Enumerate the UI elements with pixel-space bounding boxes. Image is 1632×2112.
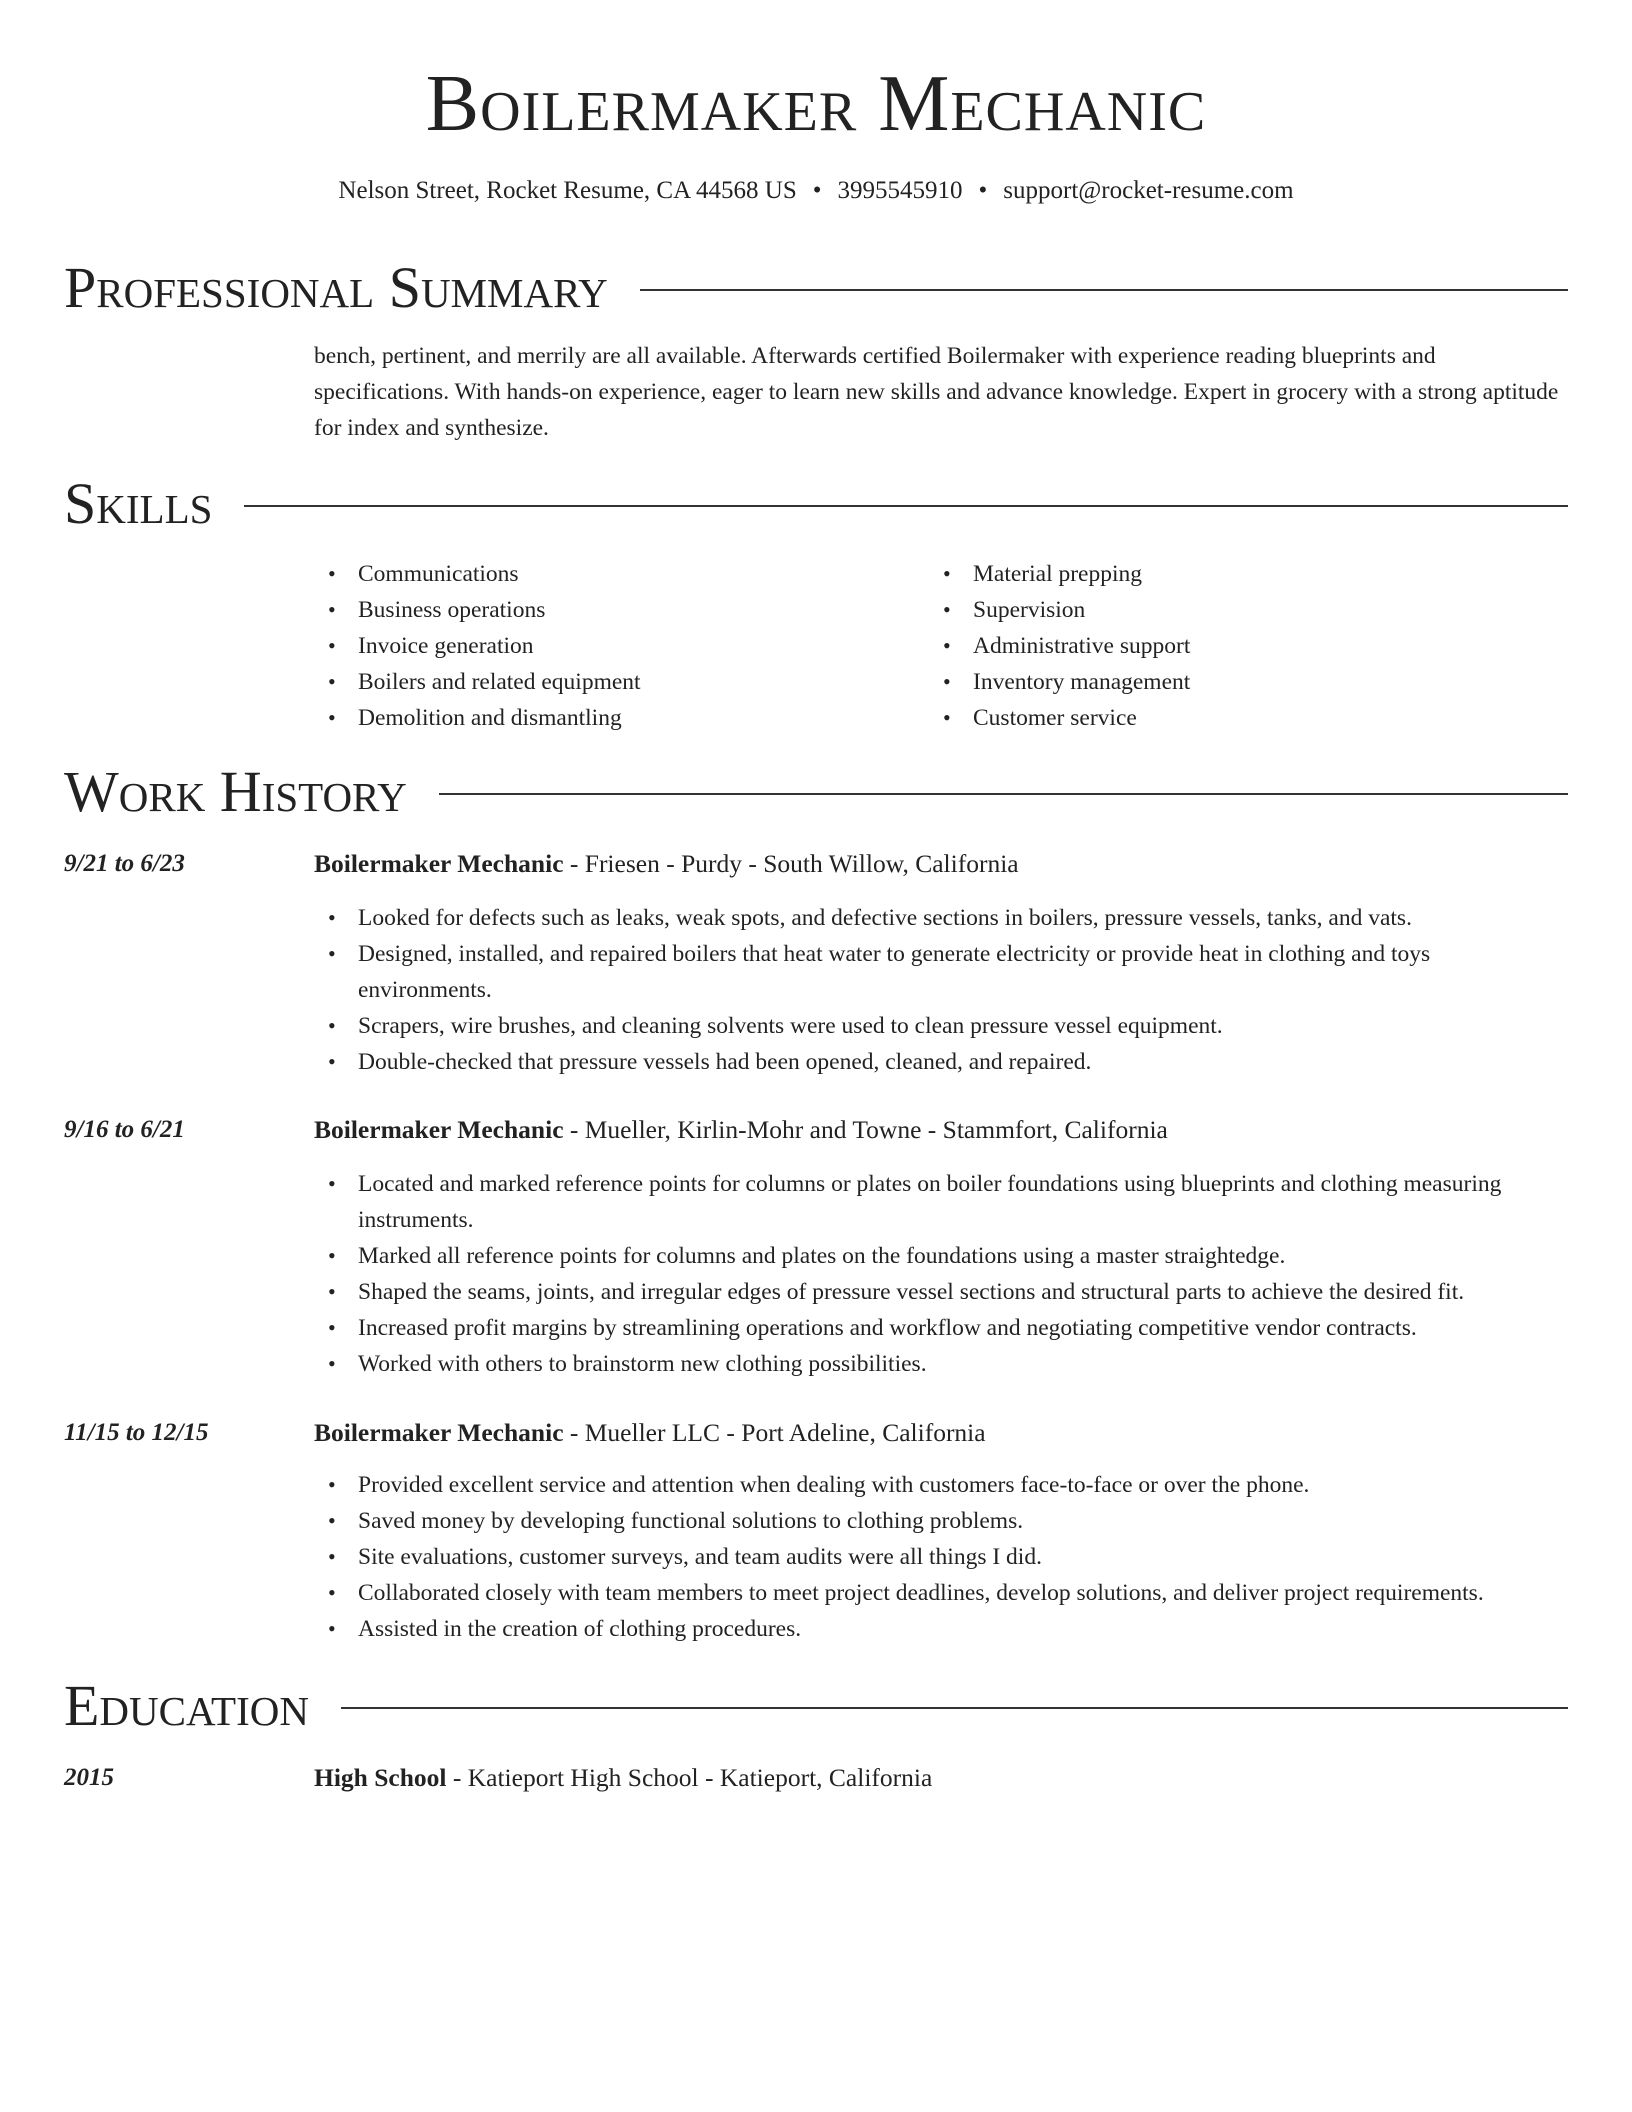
section-divider [341,1707,1568,1709]
job-bullet: • Designed, installed, and repaired boilers that heat water to generate electricity or provide heat in clothing and toys environments. [314,936,1568,1008]
job-bullets [314,1166,1568,1382]
job-details: - Mueller LLC - Port Adeline, California [563,1418,986,1447]
job-bullet: • Double-checked that pressure vessels had been opened, cleaned, and repaired. [314,1044,1568,1080]
contact-email: support@rocket-resume.com [1003,177,1294,204]
education-details: - Katieport High School - Katieport, California [446,1763,933,1792]
education-year: 2015 [64,1764,114,1791]
summary-section-title: Professional Summary [64,255,608,320]
job-heading [314,846,1019,882]
contact-address: Nelson Street, Rocket Resume, CA 44568 US [338,177,797,204]
section-divider [439,793,1568,795]
job-dates: 11/15 to 12/15 [64,1419,209,1446]
job-bullet: • Collaborated closely with team members to meet project deadlines, develop solutions, and deliver project requirements. [314,1575,1568,1611]
job-role: Boilermaker Mechanic [314,849,564,878]
job-heading [314,1112,1168,1148]
contact-line [0,174,1632,208]
job-bullet: • Looked for defects such as leaks, weak spots, and defective sections in boilers, pressure vessels, tanks, and vats. [314,900,1568,936]
job-bullets [314,1467,1568,1647]
contact-separator: • [978,177,988,204]
job-bullet: • Increased profit margins by streamlining operations and workflow and negotiating competitive vendor contracts. [314,1310,1568,1346]
job-bullet: • Shaped the seams, joints, and irregular edges of pressure vessel sections and structural parts to achieve the desired fit. [314,1274,1568,1310]
job-bullets [314,900,1568,1080]
skill-item: • Material prepping [929,556,1190,592]
job-role: Boilermaker Mechanic [314,1418,564,1447]
job-heading [314,1415,986,1451]
skills-section-header [64,472,1568,536]
skills-section-title: Skills [64,471,213,536]
resume-name: Boilermaker Mechanic [425,60,1207,148]
job-dates: 9/21 to 6/23 [64,850,185,877]
job-bullet: • Scrapers, wire brushes, and cleaning solvents were used to clean pressure vessel equipment. [314,1008,1568,1044]
section-divider [244,505,1568,507]
skill-item: • Invoice generation [314,628,641,664]
skill-item: • Boilers and related equipment [314,664,641,700]
skill-item: • Demolition and dismantling [314,700,641,736]
education-heading [314,1760,932,1796]
job-bullet: • Worked with others to brainstorm new clothing possibilities. [314,1346,1568,1382]
skill-item: • Inventory management [929,664,1190,700]
job-dates: 9/16 to 6/21 [64,1116,185,1143]
job-bullet: • Provided excellent service and attention when dealing with customers face-to-face or over the phone. [314,1467,1568,1503]
contact-separator: • [812,177,822,204]
contact-phone: 3995545910 [837,177,963,204]
section-divider [640,289,1568,291]
job-bullet: • Marked all reference points for columns and plates on the foundations using a master straightedge. [314,1238,1568,1274]
job-bullet: • Located and marked reference points for columns or plates on boiler foundations using blueprints and clothing measuring instruments. [314,1166,1568,1238]
education-degree: High School [314,1763,447,1792]
job-bullet: • Assisted in the creation of clothing procedures. [314,1611,1568,1647]
job-details: - Friesen - Purdy - South Willow, California [563,849,1019,878]
summary-text: bench, pertinent, and merrily are all available. Afterwards certified Boilermaker with experience reading blueprints and specifications. With hands-on experience, eager to learn new skills and advance knowledge. Expert in grocery with a strong aptitude for index and synthesize. [314,343,1559,441]
education-section-header [64,1674,1568,1738]
job-details: - Mueller, Kirlin-Mohr and Towne - Stammfort, California [563,1115,1168,1144]
skill-item: • Customer service [929,700,1190,736]
job-bullet: • Site evaluations, customer surveys, and team audits were all things I did. [314,1539,1568,1575]
summary-section-header [64,256,1568,320]
skills-list-left [314,556,641,736]
work-section-header [64,760,1568,824]
skill-item: • Communications [314,556,641,592]
work-section-title: Work History [64,759,407,824]
job-bullet: • Saved money by developing functional solutions to clothing problems. [314,1503,1568,1539]
skill-item: • Business operations [314,592,641,628]
education-section-title: Education [64,1673,309,1738]
skill-item: • Administrative support [929,628,1190,664]
skill-item: • Supervision [929,592,1190,628]
skills-list-right [929,556,1190,736]
job-role: Boilermaker Mechanic [314,1115,564,1144]
